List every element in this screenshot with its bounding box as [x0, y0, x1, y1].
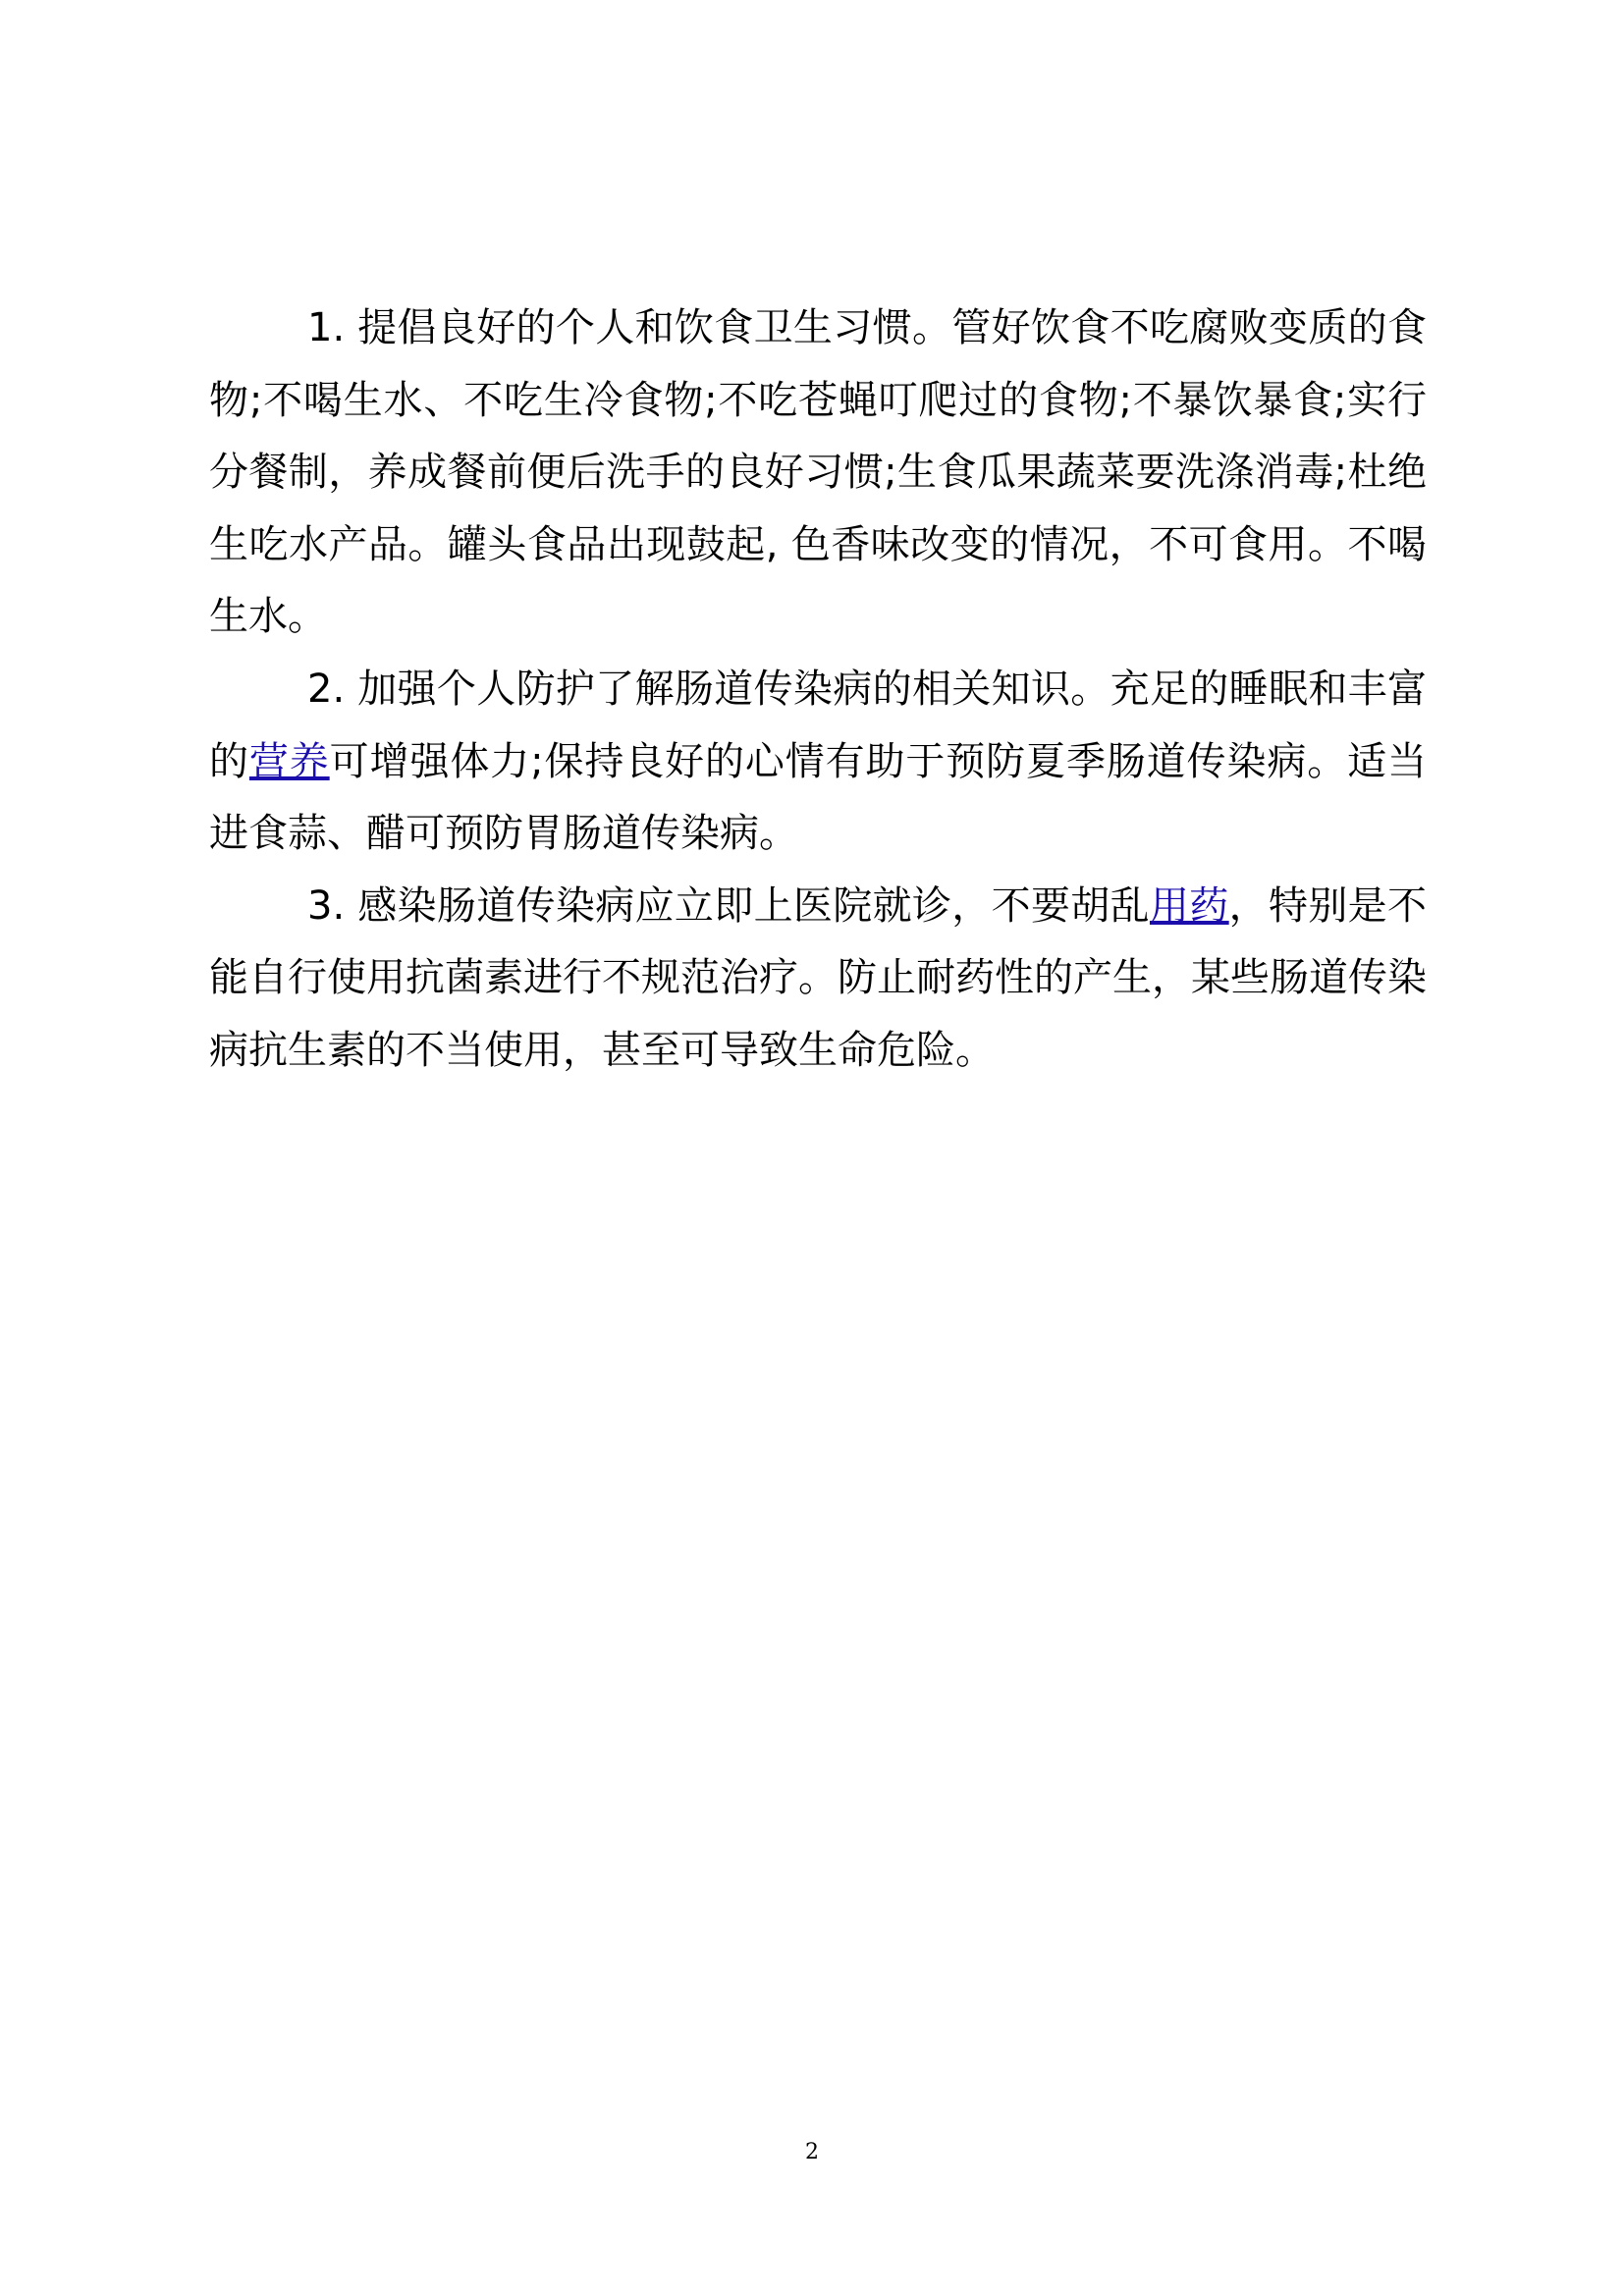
medication-link[interactable]: 用药: [1149, 882, 1229, 929]
paragraph-3: [209, 871, 1427, 1088]
nutrition-link[interactable]: 营养: [248, 738, 330, 784]
paragraph-2-text-end: 可增强体力;保持良好的心情有助于预防夏季肠道传染病。适当进食蒜、醋可预防胃肠道传染病。: [209, 738, 1428, 857]
paragraph-2: [209, 654, 1427, 871]
paragraph-2-text-start: 2. 加强个人防护了解肠道传染病的相关知识。充足的睡眠和丰富的: [209, 666, 1427, 784]
page-number: 2: [805, 2140, 819, 2164]
paragraph-1-text: 1. 提倡良好的个人和饮食卫生习惯。管好饮食不吃腐败变质的食物;不喝生水、不吃生冷食物;不吃苍蝇叮爬过的食物;不暴饮暴食;实行分餐制，养成餐前便后洗手的良好习惯;生食瓜果蔬菜要洗涤消毒;杜绝生吃水产品。罐头食品出现鼓起, 色香味改变的情况，不可食用。不喝生水。: [209, 305, 1427, 640]
paragraph-3-text-start: 3. 感染肠道传染病应立即上医院就诊，不要胡乱: [307, 882, 1150, 929]
paragraph-3-text-end: ，特别是不能自行使用抗菌素进行不规范治疗。防止耐药性的产生，某些肠道传染病抗生素的不当使用，甚至可导致生命危险。: [209, 882, 1428, 1073]
paragraph-1: [209, 293, 1427, 654]
document-body: [209, 293, 1427, 1088]
